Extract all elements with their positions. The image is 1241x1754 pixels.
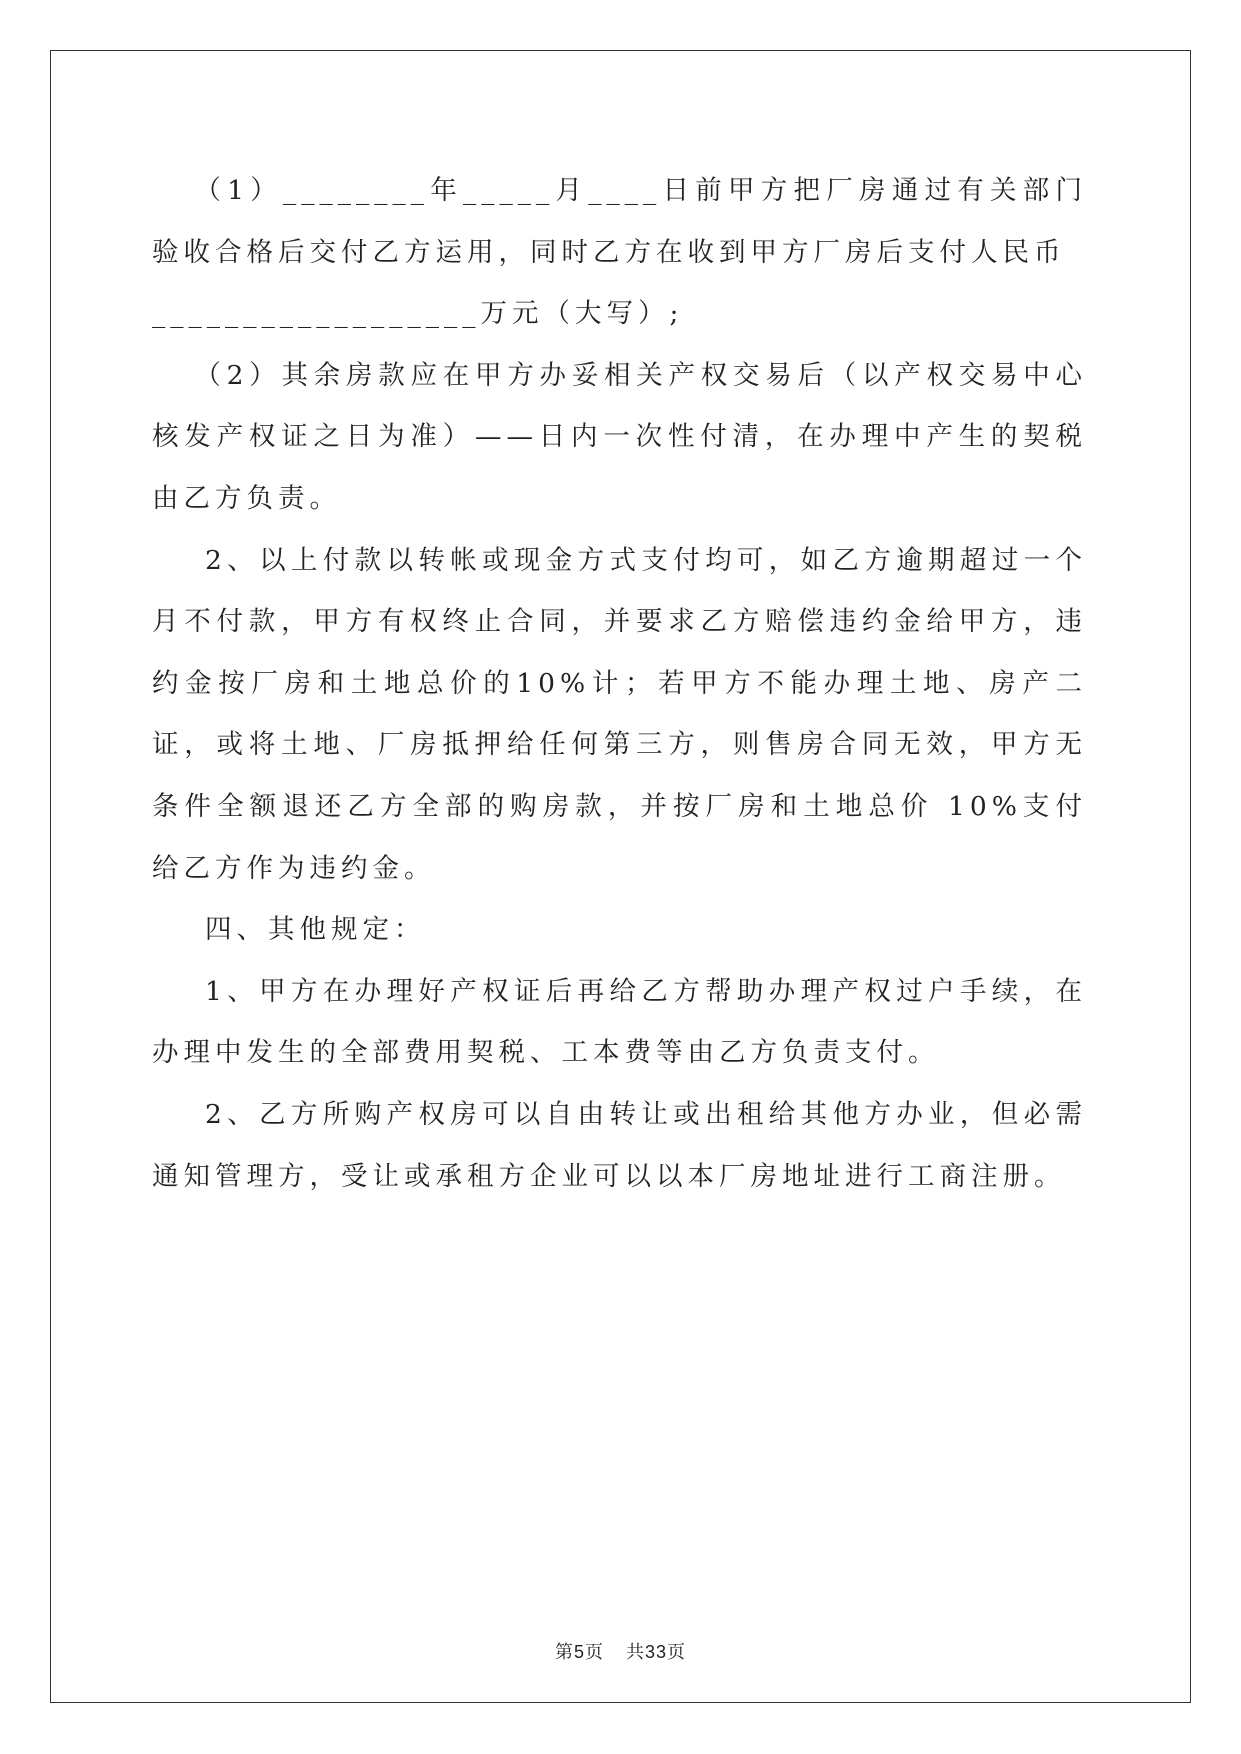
paragraph-clause-2: 2、以上付款以转帐或现金方式支付均可，如乙方逾期超过一个月不付款，甲方有权终止合同，并要求乙方赔偿违约金给甲方，违约金按厂房和土地总价的10%计；若甲方不能办理土地、房产二证，或将土地、厂房抵押给任何第三方，则售房合同无效，甲方无条件全额退还乙方全部的购房款，并按厂房和土地总价 10%支付给乙方作为违约金。 [152, 544, 1087, 884]
paragraph-rule-1: 1、甲方在办理好产权证后再给乙方帮助办理产权过户手续，在办理中发生的全部费用契税、工本费等由乙方负责支付。 [152, 975, 1087, 1069]
paragraph-payment-amount: __________________万元（大写）; [152, 298, 684, 330]
document-body [152, 160, 1087, 1207]
paragraph-payment-1: （1）________年_____月____日前甲方把厂房通过有关部门验收合格后交付乙方运用，同时乙方在收到甲方厂房后支付人民币 [152, 175, 1087, 268]
page-label-prefix: 第 [554, 1642, 574, 1663]
paragraph-rule-2: 2、乙方所购产权房可以自由转让或出租给其他方办业，但必需通知管理方，受让或承租方企业可以以本厂房地址进行工商注册。 [152, 1098, 1087, 1192]
total-label-prefix: 共 [625, 1642, 645, 1663]
total-label-suffix: 页 [667, 1642, 687, 1663]
page-footer [0, 1638, 1241, 1664]
paragraph-payment-2: （2）其余房款应在甲方办妥相关产权交易后（以产权交易中心核发产权证之日为准）——日内一次性付清，在办理中产生的契税由乙方负责。 [152, 359, 1087, 514]
page-current-number: 5 [573, 1642, 585, 1662]
section-heading-other-rules: 四、其他规定： [205, 914, 426, 946]
page-label-suffix: 页 [584, 1642, 604, 1663]
page-total-number: 33 [644, 1642, 668, 1662]
